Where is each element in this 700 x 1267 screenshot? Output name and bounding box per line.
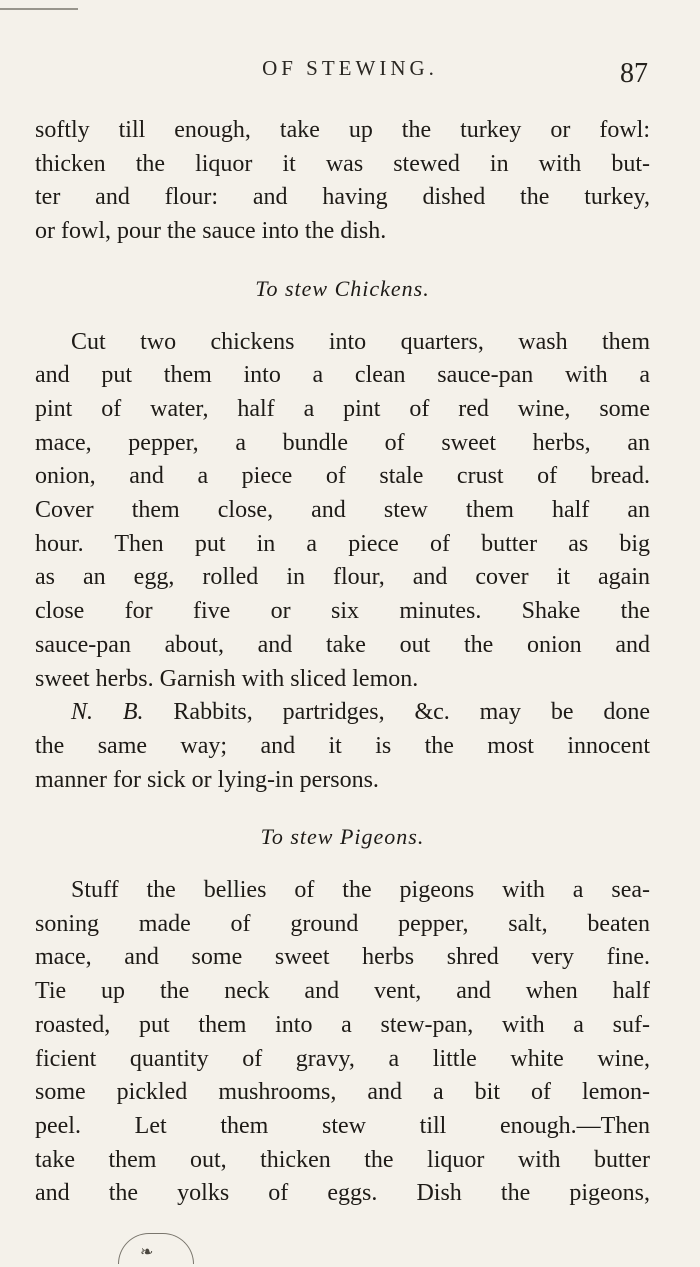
text-line: Stuff the bellies of the pigeons with a sea- bbox=[71, 877, 650, 904]
text-line: some pickled mushrooms, and a bit of lemon- bbox=[35, 1079, 650, 1106]
ink-smudge-icon bbox=[118, 1233, 194, 1264]
text-line: take them out, thicken the liquor with butter bbox=[35, 1146, 650, 1173]
text-line: close for five or six minutes. Shake the bbox=[35, 598, 650, 625]
continuation-paragraph bbox=[35, 114, 650, 249]
text-line: and put them into a clean sauce-pan with a bbox=[35, 362, 650, 389]
section-heading-chickens: To stew Chickens. bbox=[255, 275, 430, 301]
text-line: hour. Then put in a piece of butter as big bbox=[35, 530, 650, 557]
note-text: Rabbits, partridges, &c. may be done bbox=[143, 699, 651, 726]
text-line: ter and flour: and having dished the turkey, bbox=[35, 184, 650, 211]
text-line: onion, and a piece of stale crust of bread. bbox=[35, 463, 650, 490]
text-line: pint of water, half a pint of red wine, some bbox=[35, 395, 650, 422]
text-line: mace, pepper, a bundle of sweet herbs, an bbox=[35, 429, 650, 456]
top-rule bbox=[0, 8, 78, 10]
text-line: or fowl, pour the sauce into the dish. bbox=[35, 218, 387, 245]
text-line bbox=[35, 696, 650, 730]
text-line: soning made of ground pepper, salt, beaten bbox=[35, 910, 650, 937]
text-line: sweet herbs. Garnish with sliced lemon. bbox=[35, 665, 419, 692]
ink-mark-icon: ❧ bbox=[140, 1244, 154, 1261]
text-line: ficient quantity of gravy, a little white wine, bbox=[35, 1045, 650, 1072]
text-line: Cover them close, and stew them half an bbox=[35, 497, 650, 524]
text-line: and the yolks of eggs. Dish the pigeons, bbox=[35, 1180, 650, 1207]
text-line: sauce-pan about, and take out the onion and bbox=[35, 631, 650, 658]
page-number: 87 bbox=[620, 58, 648, 89]
note-paragraph bbox=[35, 696, 650, 797]
text-line: Cut two chickens into quarters, wash them bbox=[71, 328, 650, 355]
note-label: N. B. bbox=[71, 699, 144, 726]
text-line: thicken the liquor it was stewed in with but- bbox=[35, 150, 650, 177]
text-line: manner for sick or lying-in persons. bbox=[35, 766, 379, 793]
text-line: as an egg, rolled in flour, and cover it again bbox=[35, 564, 650, 591]
text-line: the same way; and it is the most innocent bbox=[35, 732, 650, 759]
running-head: OF STEWING. bbox=[262, 56, 438, 80]
body-text bbox=[35, 114, 650, 1211]
chickens-paragraph bbox=[35, 326, 650, 697]
pigeons-paragraph bbox=[35, 874, 650, 1211]
text-line: mace, and some sweet herbs shred very fine. bbox=[35, 944, 650, 971]
section-heading-pigeons: To stew Pigeons. bbox=[260, 824, 425, 850]
text-line: Tie up the neck and vent, and when half bbox=[35, 978, 650, 1005]
text-line: peel. Let them stew till enough.—Then bbox=[35, 1112, 650, 1139]
text-line: softly till enough, take up the turkey or fowl: bbox=[35, 117, 650, 143]
text-line: roasted, put them into a stew-pan, with a suf- bbox=[35, 1011, 650, 1038]
